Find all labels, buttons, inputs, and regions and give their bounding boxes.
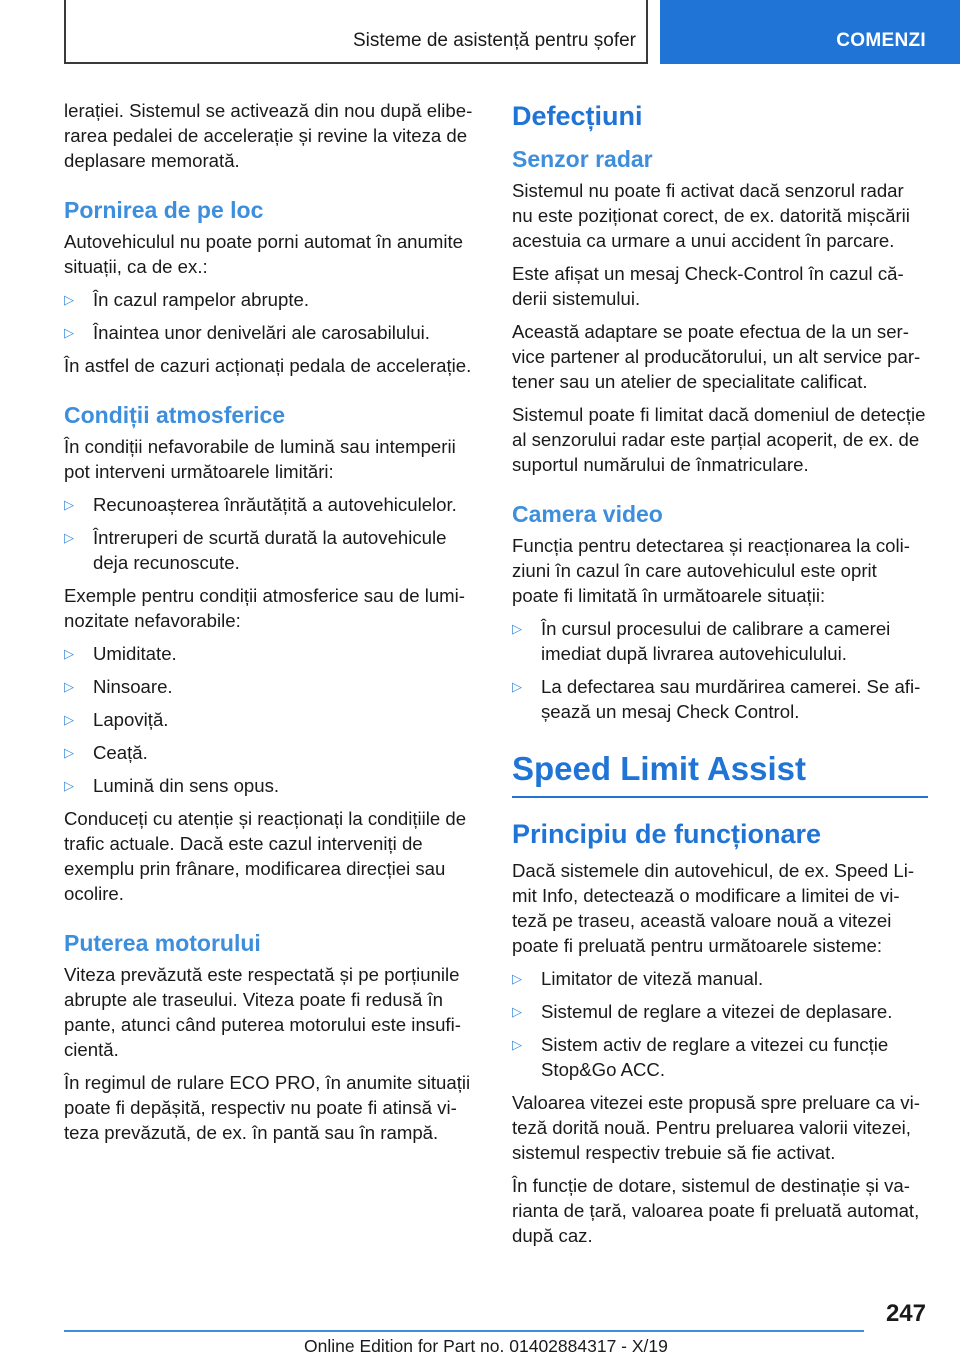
paragraph: Această adaptare se poate efectua de la un service partener al producătorului, un alt service partener sau un atelier de specialitate calificat. (512, 321, 921, 392)
list-item: ▷ Înaintea unor denivelări ale carosabilului. (64, 322, 430, 343)
heading-pornirea: Pornirea de pe loc (64, 197, 264, 223)
triangle-bullet-icon: ▷ (512, 679, 522, 694)
paragraph: Funcția pentru detectarea și reacționarea la coliziuni în cazul în care autovehiculul este oprit poate fi limitată în următoarele situații: (512, 535, 910, 606)
paragraph: Dacă sistemele din autovehicul, de ex. Speed Limit Info, detectează o modificare a limitei de viteză pe traseu, această valoare nouă a vitezei poate fi preluată pentru următoarele sisteme: (512, 860, 915, 956)
header-tab-box[interactable] (660, 0, 960, 64)
triangle-bullet-icon: ▷ (64, 745, 74, 760)
heading-principiu: Principiu de funcționare (512, 819, 822, 849)
paragraph: Este afișat un mesaj Check-Control în cazul căderii sistemului. (512, 263, 904, 309)
paragraph: Sistemul nu poate fi activat dacă senzorul radar nu este poziționat corect, de ex. datorită mișcării acestuia ca urmare a unui accident în parcare. (512, 180, 910, 251)
left-column (64, 98, 478, 1153)
triangle-bullet-icon: ▷ (64, 497, 74, 512)
list-item: ▷ Limitator de viteză manual. (512, 968, 764, 989)
header-section-box (64, 0, 648, 64)
list-item: ▷ Recunoașterea înrăutățită a autovehiculelor. (64, 494, 457, 515)
heading-conditii: Condiții atmosferice (64, 402, 286, 428)
paragraph: Valoarea vitezei este propusă spre preluare ca viteză dorită nouă. Pentru preluarea valorii vitezei, sistemul respectiv trebuie să fie activat. (512, 1092, 920, 1163)
list-item: ▷ Umiditate. (64, 643, 177, 664)
list-item: ▷ Ninsoare. (64, 676, 173, 697)
paragraph: În regimul de rulare ECO PRO, în anumite situații poate fi depășită, respectiv nu poate fi atinsă viteza prevăzută, de ex. în pantă sau în rampă. (64, 1072, 471, 1143)
paragraph: În funcție de dotare, sistemul de destinație și varianta de țară, valoarea poate fi preluată automat, după caz. (512, 1175, 920, 1246)
triangle-bullet-icon: ▷ (64, 530, 74, 545)
list-item: ▷ Ceață. (64, 742, 148, 763)
section-title: Sisteme de asistență pentru șofer (352, 30, 636, 51)
footer-divider (64, 1330, 864, 1332)
list-item: ▷ În cursul procesului de calibrare a camerei imediat după livrarea autovehiculului. (512, 618, 891, 664)
triangle-bullet-icon: ▷ (512, 621, 522, 636)
triangle-bullet-icon: ▷ (64, 778, 74, 793)
paragraph: Sistemul poate fi limitat dacă domeniul de detecție al senzorului radar este parțial acoperit, de ex. de suportul numărului de înmatriculare. (512, 404, 926, 475)
paragraph: Viteza prevăzută este respectată și pe porțiunile abrupte ale traseului. Viteza poate fi redusă în pante, atunci când puterea motorului este insuficientă. (64, 964, 461, 1060)
bullet-list (64, 287, 478, 345)
page-number: 247 (885, 1300, 926, 1327)
paragraph: Conduceți cu atenție și reacționați la condițiile de trafic actuale. Dacă este cazul interveniți de exemplu prin frânare, modificarea direcției sau ocolire. (64, 808, 467, 904)
list-item: ▷ În cazul rampelor abrupte. (64, 289, 310, 310)
triangle-bullet-icon: ▷ (64, 646, 74, 661)
list-item: ▷ Sistemul de reglare a vitezei de deplasare. (512, 1001, 893, 1022)
triangle-bullet-icon: ▷ (64, 679, 74, 694)
tab-comenzi[interactable]: COMENZI (836, 30, 926, 51)
heading-senzor-radar: Senzor radar (512, 146, 653, 172)
list-item: ▷ Întreruperi de scurtă durată la autovehicule deja recunoscute. (64, 527, 447, 573)
triangle-bullet-icon: ▷ (512, 1004, 522, 1019)
heading-puterea: Puterea motorului (64, 930, 261, 956)
triangle-bullet-icon: ▷ (64, 325, 74, 340)
paragraph: În condiții nefavorabile de lumină sau intemperii pot interveni următoarele limitări: (64, 436, 456, 482)
list-item: ▷ Lumină din sens opus. (64, 775, 280, 796)
list-item: ▷ Lapoviță. (64, 709, 169, 730)
heading-camera-video: Camera video (512, 501, 663, 527)
heading-defectiuni: Defecțiuni (512, 101, 643, 131)
heading-speed-limit-assist: Speed Limit Assist (512, 748, 928, 798)
triangle-bullet-icon: ▷ (64, 712, 74, 727)
bullet-list (64, 492, 478, 575)
list-item: ▷ La defectarea sau murdărirea camerei. Se afișează un mesaj Check Control. (512, 676, 921, 722)
triangle-bullet-icon: ▷ (512, 971, 522, 986)
intro-paragraph: lerației. Sistemul se activează din nou după eliberarea pedalei de accelerație și revine la viteza de deplasare memorată. (64, 100, 473, 171)
list-item: ▷ Sistem activ de reglare a vitezei cu funcție Stop&Go ACC. (512, 1034, 889, 1080)
paragraph: Exemple pentru condiții atmosferice sau de luminozitate nefavorabile: (64, 585, 465, 631)
triangle-bullet-icon: ▷ (64, 292, 74, 307)
paragraph: În astfel de cazuri acționați pedala de accelerație. (64, 355, 472, 376)
right-column (512, 98, 928, 1256)
bullet-list (512, 616, 928, 724)
paragraph: Autovehiculul nu poate porni automat în anumite situații, ca de ex.: (64, 231, 463, 277)
bullet-list (64, 641, 478, 798)
triangle-bullet-icon: ▷ (512, 1037, 522, 1052)
bullet-list (512, 966, 928, 1082)
footer-edition-text: Online Edition for Part no. 01402884317 - X/19 (304, 1336, 668, 1356)
